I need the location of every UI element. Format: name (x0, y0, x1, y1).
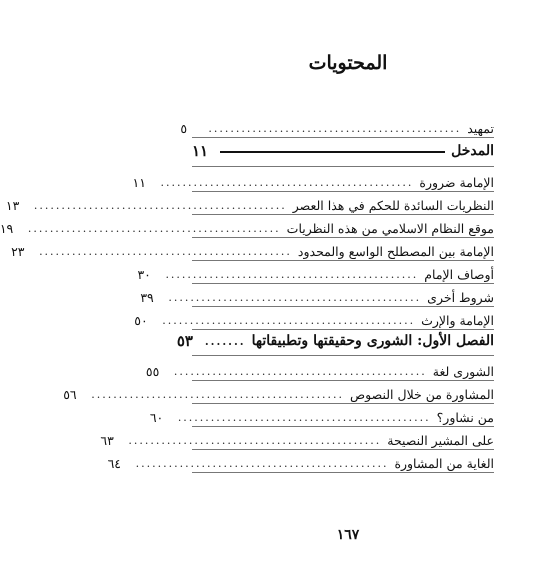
heading-rule (220, 150, 445, 153)
toc-entry-label: موقع النظام الاسلامي من هذه النظريات (286, 220, 494, 236)
dot-leader: .............................................. (165, 267, 419, 281)
toc-entry (100, 430, 494, 450)
toc-page-number: ٣٩ (140, 289, 154, 305)
toc-entry (149, 407, 494, 427)
entry-separator (192, 283, 494, 284)
toc-page-number: ٦٠ (149, 409, 164, 425)
dot-leader: .............................................. (91, 387, 345, 401)
toc-entry-label: النظريات السائدة للحكم في هذا العصر (292, 197, 494, 213)
toc-entry (5, 195, 494, 215)
toc-page-number: ١٩ (0, 220, 14, 236)
toc-entry-label: الإمامة ضرورة (419, 174, 494, 190)
toc-entry (63, 384, 494, 404)
toc-page-number: ٦٤ (107, 455, 122, 471)
toc-entry (180, 118, 494, 138)
entry-separator (192, 166, 494, 167)
dot-leader: .............................................. (39, 244, 292, 258)
entry-separator (192, 214, 494, 215)
dot-leader: .............................................. (162, 313, 416, 327)
dot-leader: .............................................. (168, 290, 422, 304)
dot-leader: ....... (204, 334, 246, 348)
entry-separator (192, 472, 494, 473)
toc-page-number: ١٣ (5, 197, 20, 213)
toc-entry (134, 310, 494, 330)
toc-entry-label: من نشاور؟ (436, 409, 494, 425)
toc-page-number: ٥٣ (176, 332, 193, 350)
dot-leader: .............................................. (173, 364, 427, 378)
entry-separator (192, 426, 494, 427)
dot-leader: .............................................. (177, 410, 431, 424)
dot-leader: .............................................. (27, 221, 281, 235)
toc-entry-label: على المشير النصيحة (387, 432, 494, 448)
toc-page-number: ٥٥ (145, 363, 160, 379)
toc-page-number: ١١ (132, 174, 146, 190)
entry-separator (192, 403, 494, 404)
toc-entry-label: الإمامة والإرث (421, 312, 494, 328)
entry-separator (192, 237, 494, 238)
entry-separator (192, 260, 494, 261)
toc-page-number: ٢٣ (11, 243, 25, 259)
toc-entry (107, 453, 494, 473)
toc-section-heading (176, 331, 494, 351)
toc-entry-label: أوصاف الإمام (424, 266, 494, 282)
page-number-footer: ١٦٧ (336, 527, 360, 543)
entry-separator (192, 306, 494, 307)
toc-entry-label: الغاية من المشاورة (394, 455, 494, 471)
toc-entry-label: تمهيد (467, 120, 494, 136)
toc-page-number: ٥٠ (134, 312, 148, 328)
toc-page-number: ٥ (180, 120, 188, 136)
toc-entry-label: الفصل الأول: الشورى وحقيقتها وتطبيقاتها (251, 333, 494, 349)
toc-entry-label: شروط أخرى (427, 289, 494, 305)
entry-separator (192, 137, 494, 138)
toc-entry (137, 264, 494, 284)
toc-entry-label: الإمامة بين المصطلح الواسع والمحدود (297, 243, 494, 259)
toc-entry-label: المدخل (451, 143, 494, 159)
toc-entry (132, 172, 494, 192)
toc-entry-label: المشاورة من خلال النصوص (350, 386, 494, 402)
toc-entry (11, 241, 494, 261)
toc-page-number: ١١ (192, 142, 209, 160)
dot-leader: .............................................. (135, 456, 389, 470)
dot-leader: .............................................. (208, 121, 462, 135)
toc-page-number: ٦٣ (100, 432, 114, 448)
toc-section-heading (192, 141, 494, 161)
dot-leader: .............................................. (160, 175, 414, 189)
entry-separator (192, 355, 494, 356)
entry-separator (192, 191, 494, 192)
toc-page-number: ٥٦ (63, 386, 77, 402)
entry-separator (192, 449, 494, 450)
dot-leader: .............................................. (128, 433, 382, 447)
toc-entry (0, 218, 494, 238)
toc-page-number: ٣٠ (137, 266, 151, 282)
toc-entry-label: الشورى لغة (432, 363, 494, 379)
dot-leader: .............................................. (33, 198, 287, 212)
toc-entry (145, 361, 494, 381)
page-title: المحتويات (308, 52, 388, 74)
entry-separator (192, 380, 494, 381)
entry-separator (192, 329, 494, 330)
toc-entry (140, 287, 494, 307)
